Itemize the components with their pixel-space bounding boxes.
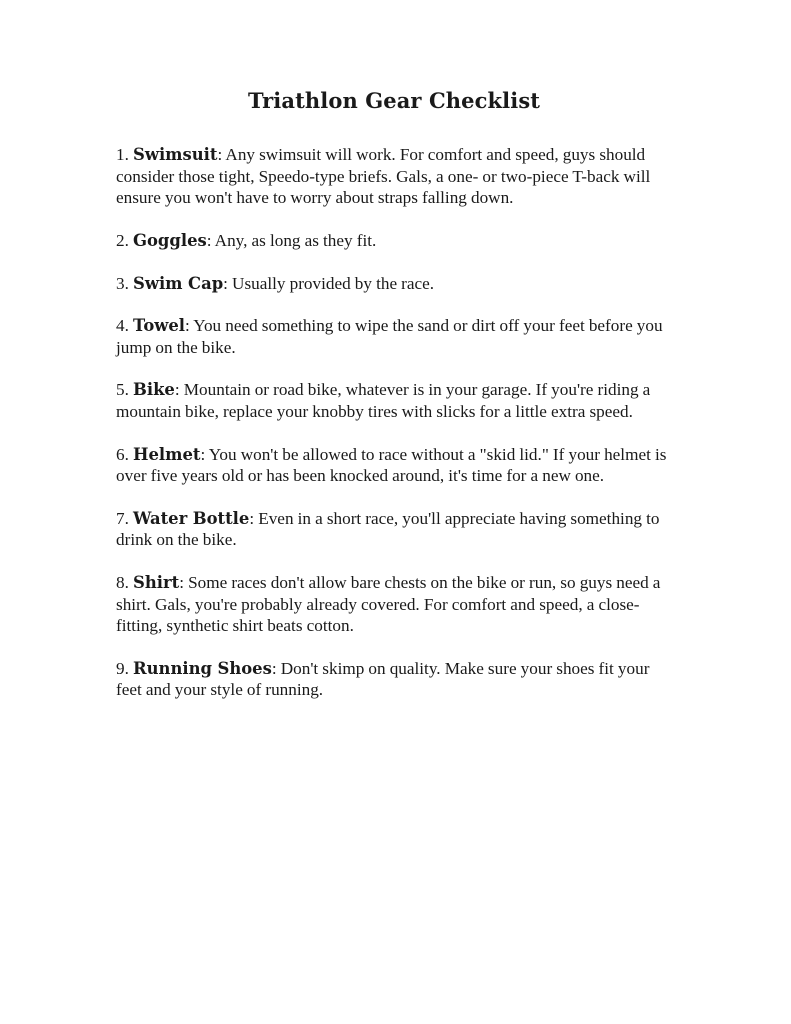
item-name: Helmet — [133, 444, 201, 464]
item-separator: : — [249, 508, 255, 528]
item-number: 3. — [116, 273, 129, 293]
item-name: Swimsuit — [133, 145, 218, 165]
item-separator: : — [217, 145, 223, 165]
list-item — [116, 379, 672, 422]
list-item — [116, 273, 672, 295]
item-separator: : — [174, 380, 180, 400]
item-name: Shirt — [133, 572, 180, 592]
item-name: Swim Cap — [133, 273, 224, 293]
item-number: 8. — [116, 572, 129, 592]
item-number: 2. — [116, 231, 129, 251]
list-item — [116, 230, 672, 252]
item-separator: : — [179, 572, 184, 592]
item-number: 9. — [116, 658, 129, 678]
list-item — [116, 315, 672, 358]
item-description: Don't skimp on quality. Make sure your shoes fit your feet and your style of running. — [116, 658, 650, 700]
item-name: Towel — [133, 316, 186, 336]
item-number: 5. — [116, 380, 129, 400]
item-name: Water Bottle — [133, 508, 250, 528]
item-separator: : — [206, 231, 212, 251]
item-name: Bike — [133, 380, 175, 400]
item-name: Running Shoes — [133, 658, 272, 678]
item-description: Usually provided by the race. — [232, 273, 435, 293]
item-description: Any, as long as they fit. — [214, 231, 377, 251]
item-description: You need something to wipe the sand or dirt off your feet before you jump on the bike. — [116, 316, 663, 357]
item-description: Mountain or road bike, whatever is in your garage. If you're riding a mountain bike, replace your knobby tires with slicks for a little extra speed. — [116, 380, 651, 421]
item-description: You won't be allowed to race without a "skid lid." If your helmet is over five years old or has been knocked around, it's time for a new one. — [116, 444, 667, 486]
list-item — [116, 444, 672, 487]
gear-checklist — [116, 144, 672, 701]
item-separator: : — [271, 658, 277, 678]
item-separator: : — [223, 273, 228, 293]
item-number: 1. — [116, 145, 129, 165]
list-item — [116, 658, 672, 701]
item-separator: : — [200, 444, 206, 464]
item-description: Some races don't allow bare chests on the bike or run, so guys need a shirt. Gals, you're probably already covered. For comfort and speed, a close-fitting, synthetic shirt beats cotton. — [116, 572, 661, 636]
page-title: Triathlon Gear Checklist — [247, 88, 541, 113]
list-item — [116, 572, 672, 637]
item-number: 4. — [116, 316, 129, 336]
list-item — [116, 144, 672, 209]
item-description: Even in a short race, you'll appreciate having something to drink on the bike. — [116, 508, 660, 550]
item-description: Any swimsuit will work. For comfort and speed, guys should consider those tight, Speedo-type briefs. Gals, a one- or two-piece T-back will ensure you won't have to worry about straps falling down. — [116, 145, 651, 208]
item-number: 7. — [116, 508, 129, 528]
document-content — [116, 88, 672, 701]
item-number: 6. — [116, 444, 129, 464]
item-separator: : — [185, 316, 190, 336]
item-name: Goggles — [133, 231, 207, 251]
list-item — [116, 508, 672, 551]
